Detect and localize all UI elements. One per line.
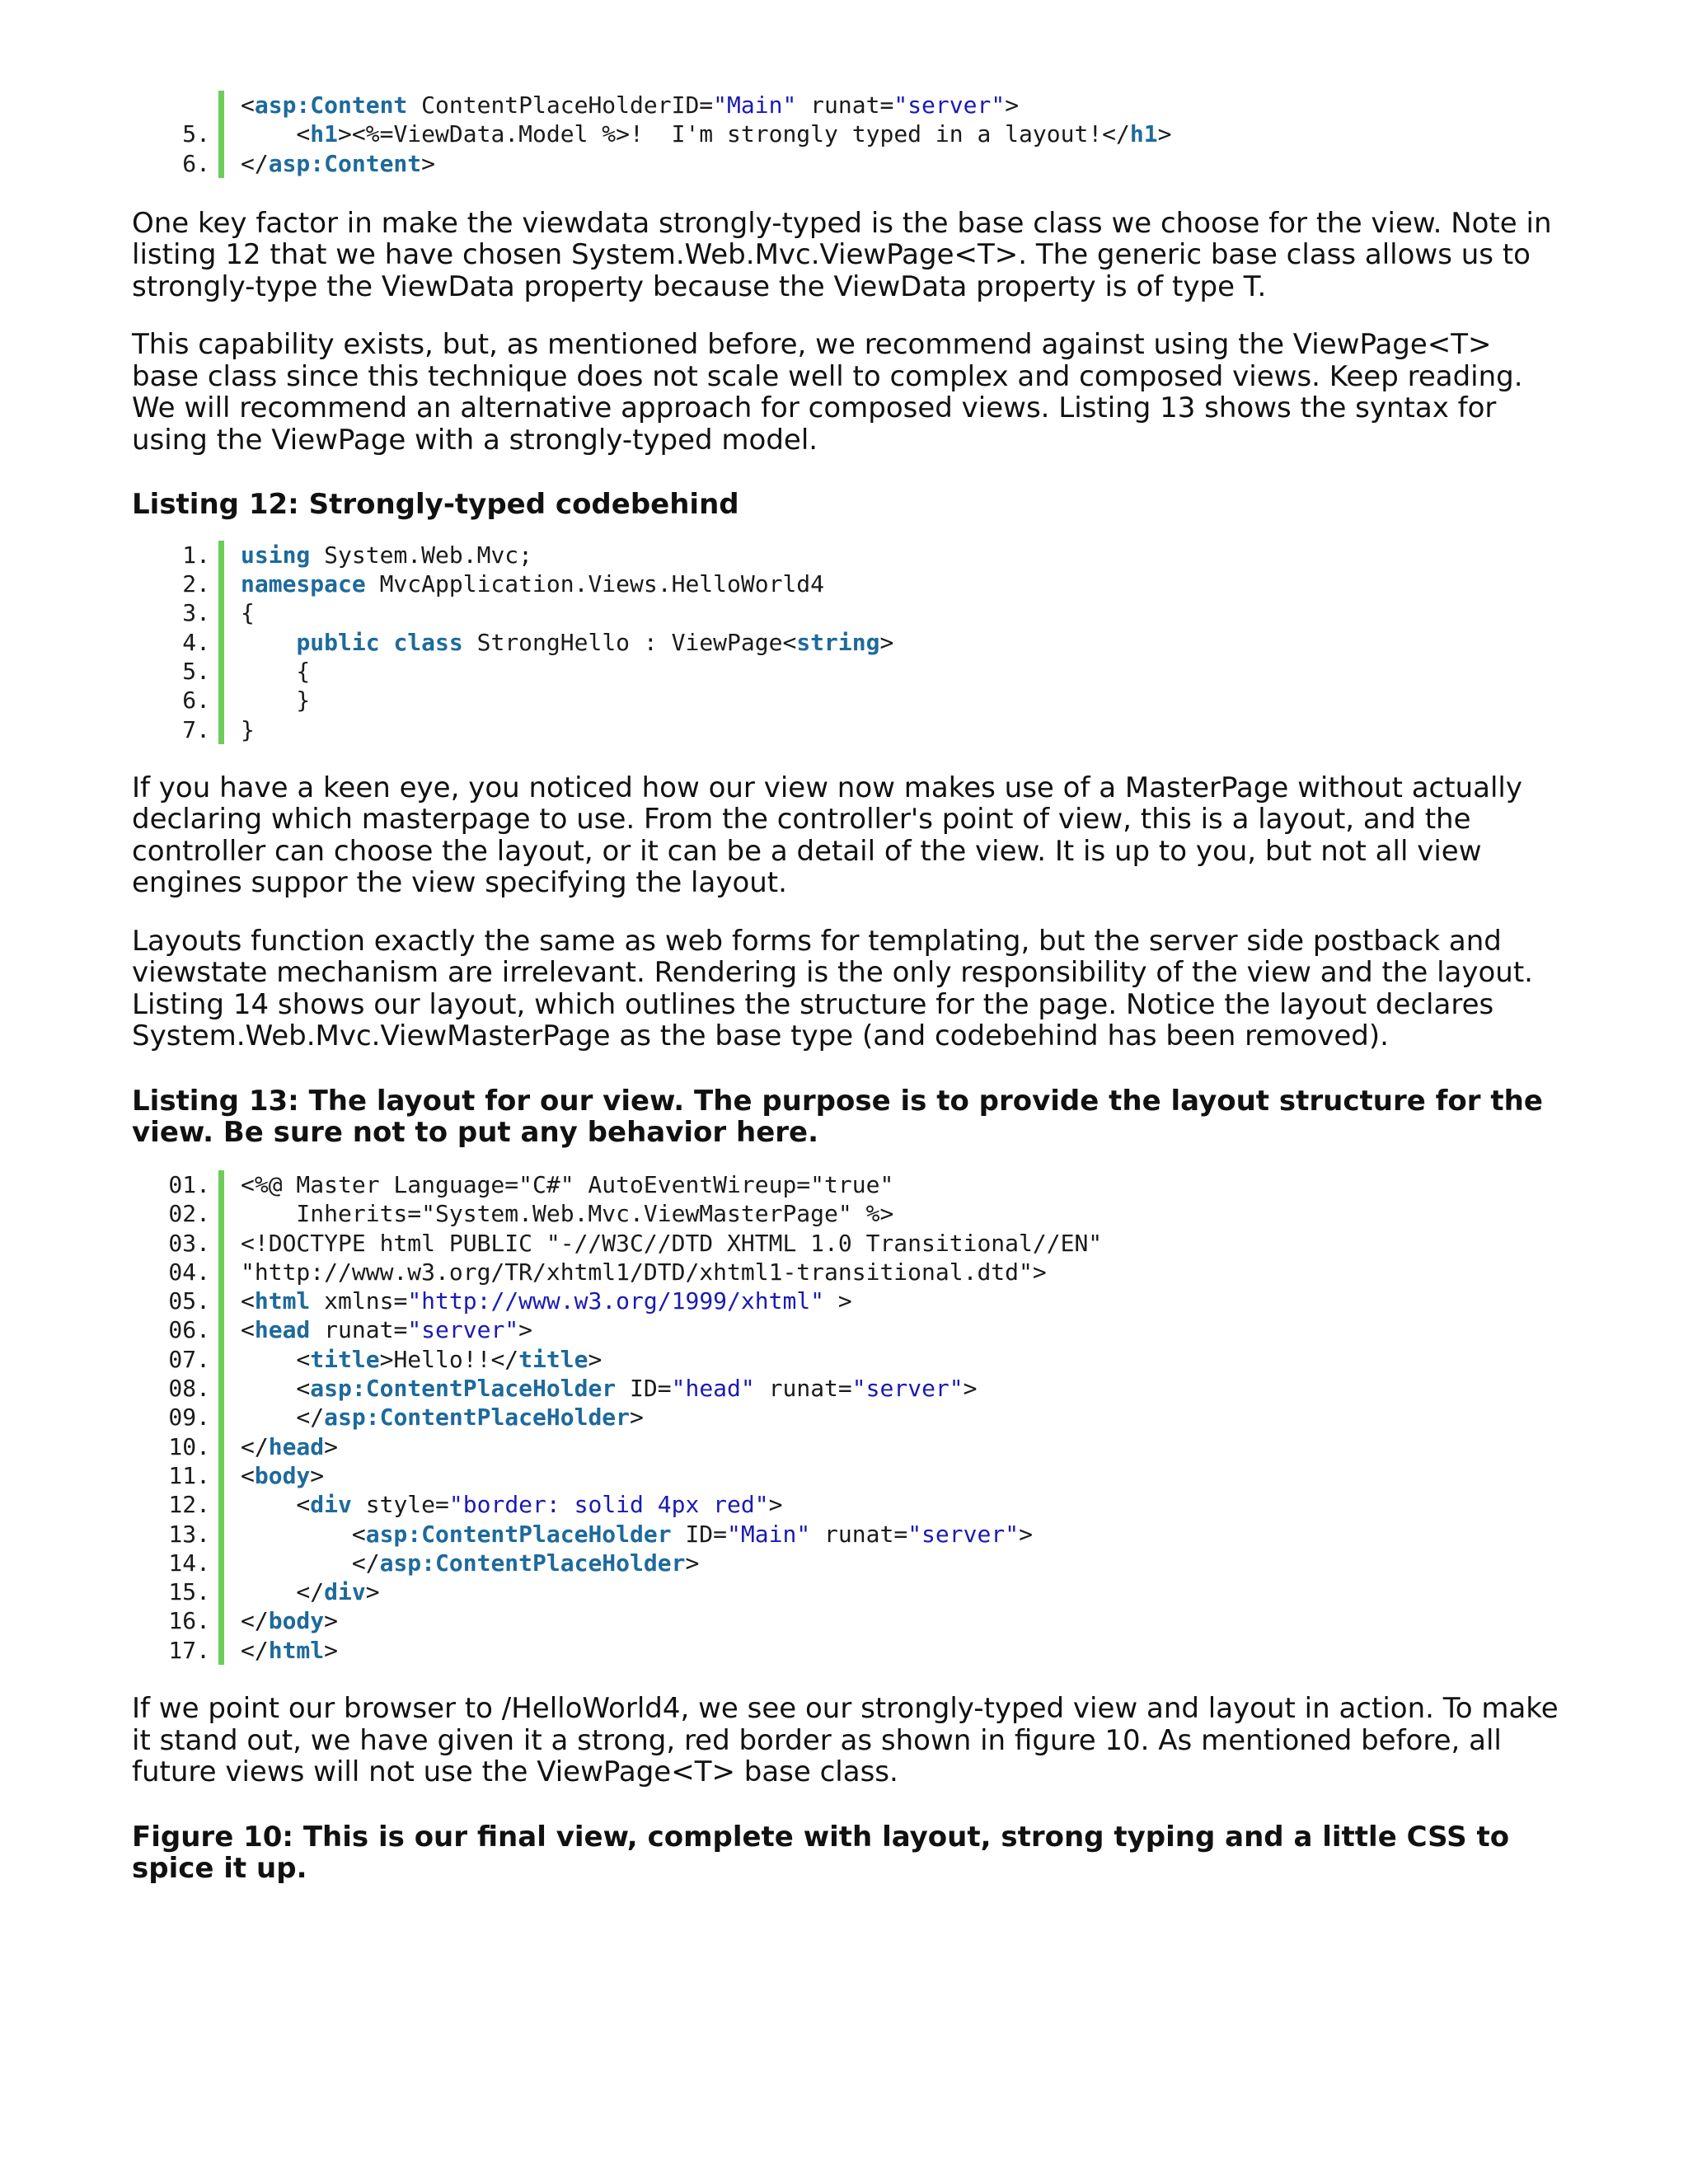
code-token: "server" [851,1375,964,1403]
line-number: 06. [168,1316,210,1344]
code-token: > [879,628,894,656]
code-token: runat= [310,1316,408,1344]
paragraph-layouts-function: Layouts function exactly the same as web forms for templating, but the server side postback and viewstate mechanism are irrelevant. Rendering is the only responsibility of the view and the layout. Listing 14 shows our layout, which outlines the structure for the page. Notice the layout declares System.Web.Mvc.ViewMasterPage as the base type (and codebehind has been removed). [132,924,1533,1053]
line-number: 03. [168,1229,210,1257]
code-text [241,1170,893,1199]
code-token: title [310,1345,380,1373]
code-text [241,657,310,686]
code-token: html [254,1287,311,1315]
code-token: ID= [671,1520,728,1548]
line-number: 09. [168,1404,210,1432]
code-token: "server" [893,91,1006,119]
code-text [241,715,255,744]
code-token: } [241,715,255,743]
code-token: { [241,599,255,627]
code-token: <!DOCTYPE html PUBLIC "-//W3C//DTD XHTML 1.0 Transitional//EN" [241,1229,1103,1257]
line-number: 14. [168,1549,210,1577]
line-number: 04. [168,1258,210,1286]
code-token: asp:ContentPlaceHolder [379,1549,686,1577]
gutter-bar [218,1520,224,1549]
document-page [132,91,1566,1885]
paragraph-base-class: One key factor in make the viewdata strongly-typed is the base class we choose for the view. Note in listing 12 that we have chosen System.Web.Mvc.ViewPage<T>. The generic base class allows us to strongly-type the ViewData property because the ViewData property is of type T. [132,206,1552,303]
line-number: 05. [168,1287,210,1315]
code-line [132,1432,1566,1461]
code-token: ><%=ViewData.Model %>! I'm strongly typed in a layout!</ [338,120,1130,148]
paragraph-capability: This capability exists, but, as mentioned before, we recommend against using the ViewPage<T> base class since this technique does not scale well to complex and composed views. Keep reading. We will recommend an alternative approach for composed views. Listing 13 shows the syntax for using the ViewPage with a strongly-typed model. [132,328,1523,457]
code-token: > [630,1404,644,1432]
code-text [241,598,255,627]
code-token: title [518,1345,588,1373]
code-line [132,1549,1566,1577]
code-token [241,629,296,656]
line-number: 1. [182,541,210,569]
code-token: </ [241,1636,269,1664]
gutter-bar [218,1345,224,1374]
code-text [241,1374,978,1403]
code-token: < [241,1345,311,1373]
code-line [132,1606,1566,1635]
gutter-bar [218,1258,224,1286]
code-token: System.Web.Mvc; [310,541,533,569]
code-token: runat= [810,1520,908,1548]
code-token: < [241,1375,311,1403]
code-token: h1 [310,120,339,148]
code-token: </ [241,149,269,177]
line-number: 12. [168,1491,210,1519]
code-line [132,686,1566,715]
gutter-bar [218,1432,224,1461]
gutter-bar [218,628,224,657]
gutter-bar [218,1461,224,1490]
code-token [380,629,394,656]
code-listing-13 [132,1170,1566,1665]
line-number: 5. [182,120,210,148]
code-token: namespace [241,570,366,598]
code-token: body [268,1607,325,1635]
gutter-bar [218,1549,224,1577]
code-line [132,1345,1566,1374]
code-line [132,1286,1566,1315]
code-token: "server" [407,1316,519,1344]
line-number: 7. [182,715,210,743]
gutter-bar [218,1315,224,1344]
code-token: </ [241,1432,269,1460]
code-text [241,1520,1033,1549]
code-line [132,1461,1566,1490]
gutter-bar [218,541,224,569]
code-line [132,628,1566,657]
code-line [132,1636,1566,1665]
code-text [241,541,532,569]
code-token: > [421,149,436,177]
line-number: 07. [168,1345,210,1373]
code-token: runat= [754,1375,852,1403]
line-number: 13. [168,1520,210,1548]
gutter-bar [218,1229,224,1258]
code-token: asp:ContentPlaceHolder [324,1404,631,1432]
code-token: Inherits="System.Web.Mvc.ViewMasterPage" %> [241,1200,894,1228]
code-token: < [241,120,311,148]
line-number: 3. [182,599,210,627]
gutter-bar [218,1170,224,1199]
code-token: MvcApplication.Views.HelloWorld4 [365,570,825,598]
gutter-bar [218,1606,224,1635]
paragraph-point-browser: If we point our browser to /HelloWorld4, we see our strongly-typed view and layout in action. To make it stand out, we have given it a strong, red border as shown in figure 10. As mentioned before, all future views will not use the ViewPage<T> base class. [132,1692,1559,1789]
line-number [132,91,210,120]
code-token: runat= [796,91,894,119]
line-number: 11. [168,1461,210,1489]
code-token: "Main" [713,91,797,119]
line-number: 6. [182,687,210,715]
code-listing-top [132,91,1566,178]
code-token: head [254,1316,311,1344]
code-token: } [241,687,311,715]
code-text [241,1286,852,1315]
line-number: 17. [168,1636,210,1664]
code-text [241,1432,338,1461]
code-token: div [324,1578,366,1606]
code-token: > [768,1491,783,1519]
code-token: < [241,1287,255,1315]
line-number: 16. [168,1607,210,1635]
code-token: head [268,1432,325,1460]
code-text [241,1345,602,1374]
gutter-bar [218,1636,224,1665]
code-line [132,1577,1566,1606]
gutter-bar [218,715,224,744]
code-token: > [310,1461,325,1489]
line-number: 01. [168,1170,210,1198]
code-text [241,1461,324,1490]
code-token: > [588,1345,603,1373]
gutter-bar [218,1286,224,1315]
code-token: </ [241,1607,269,1635]
code-token: > [518,1316,533,1344]
code-token: < [241,91,255,119]
code-text [241,628,893,657]
heading-figure-10: Figure 10: This is our final view, complete with layout, strong typing and a little CSS to spice it up. [132,1820,1510,1886]
code-text [241,1636,338,1665]
code-token: body [254,1461,311,1489]
code-line [132,1374,1566,1403]
line-number: 02. [168,1200,210,1228]
code-token: { [241,658,311,686]
code-text [241,1258,1047,1286]
code-text [241,1229,1102,1258]
code-token: </ [241,1549,380,1577]
code-text [241,1606,338,1635]
code-line [132,1170,1566,1199]
code-token: asp:Content [268,149,422,177]
code-token: style= [351,1491,449,1519]
code-token: "http://www.w3.org/1999/xhtml" [407,1287,825,1315]
code-token: asp:Content [254,91,408,119]
code-token: < [241,1491,311,1519]
code-text [241,149,435,178]
code-token: "server" [907,1520,1020,1548]
code-line [132,657,1566,686]
code-text [241,120,1171,148]
code-token: class [393,628,463,656]
code-token: "head" [671,1375,755,1403]
code-token: > [1019,1520,1033,1548]
code-token: < [241,1461,255,1489]
code-line [132,1315,1566,1344]
code-text [241,1403,644,1432]
code-line [132,598,1566,627]
code-text [241,686,310,715]
code-token: xmlns= [310,1287,408,1315]
code-text [241,91,1019,120]
code-line [132,541,1566,569]
code-token: > [1157,120,1172,148]
code-text [241,1577,380,1606]
code-token: "http://www.w3.org/TR/xhtml1/DTD/xhtml1-transitional.dtd"> [241,1258,1047,1286]
code-token: asp:ContentPlaceHolder [310,1375,617,1403]
code-token: </ [241,1578,325,1606]
gutter-bar [218,686,224,715]
code-token: > [324,1607,339,1635]
line-number: 2. [182,570,210,598]
paragraph-keen-eye: If you have a keen eye, you noticed how our view now makes use of a MasterPage without actually declaring which masterpage to use. From the controller's point of view, this is a layout, and the controller can choose the layout, or it can be a detail of the view. It is up to you, but not all view engines suppor the view specifying the layout. [132,771,1522,900]
code-line [132,1258,1566,1286]
gutter-bar [218,91,224,120]
code-token: > [963,1375,978,1403]
code-line [132,91,1566,120]
line-number: 10. [168,1432,210,1460]
code-text [241,1315,532,1344]
code-token: > [365,1578,380,1606]
code-token: h1 [1129,120,1158,148]
code-token: ContentPlaceHolderID= [407,91,714,119]
gutter-bar [218,149,224,178]
heading-listing-12: Listing 12: Strongly-typed codebehind [132,488,739,522]
line-number: 15. [168,1578,210,1606]
code-token: "Main" [727,1520,811,1548]
line-number: 08. [168,1375,210,1403]
gutter-bar [218,1199,224,1228]
gutter-bar [218,1403,224,1432]
gutter-bar [218,1490,224,1519]
gutter-bar [218,657,224,686]
gutter-bar [218,120,224,148]
code-token: asp:ContentPlaceHolder [365,1520,672,1548]
gutter-bar [218,1374,224,1403]
code-line [132,1490,1566,1519]
code-text [241,1549,699,1577]
code-line [132,1520,1566,1549]
gutter-bar [218,569,224,598]
code-token: > [685,1549,700,1577]
code-token: < [241,1316,255,1344]
gutter-bar [218,1577,224,1606]
code-line [132,120,1566,148]
code-token: </ [241,1404,325,1432]
code-line [132,1199,1566,1228]
code-token: <%@ Master Language="C#" AutoEventWireup="true" [241,1170,894,1198]
code-text [241,569,824,598]
code-token: < [241,1520,366,1548]
code-text [241,1490,782,1519]
code-line [132,1229,1566,1258]
code-token: >Hello!!</ [379,1345,519,1373]
code-token: > [324,1432,339,1460]
line-number: 5. [182,658,210,686]
code-line [132,569,1566,598]
code-token: div [310,1491,352,1519]
code-token: > [1005,91,1020,119]
code-token: ID= [616,1375,672,1403]
code-line [132,715,1566,744]
code-text [241,1199,893,1228]
code-line [132,149,1566,178]
code-token: string [796,628,880,656]
code-token: public [296,628,380,656]
heading-listing-13: Listing 13: The layout for our view. The purpose is to provide the layout structure for the view. Be sure not to put any behavior here. [132,1084,1543,1150]
code-token: html [268,1636,325,1664]
code-line [132,1403,1566,1432]
line-number: 4. [182,628,210,656]
code-token: > [324,1636,339,1664]
code-listing-12 [132,541,1566,744]
code-token: "border: solid 4px red" [448,1491,769,1519]
gutter-bar [218,598,224,627]
code-token: using [241,541,311,569]
code-token: StrongHello : ViewPage< [462,628,797,656]
code-token: > [824,1287,852,1315]
line-number: 6. [182,149,210,177]
